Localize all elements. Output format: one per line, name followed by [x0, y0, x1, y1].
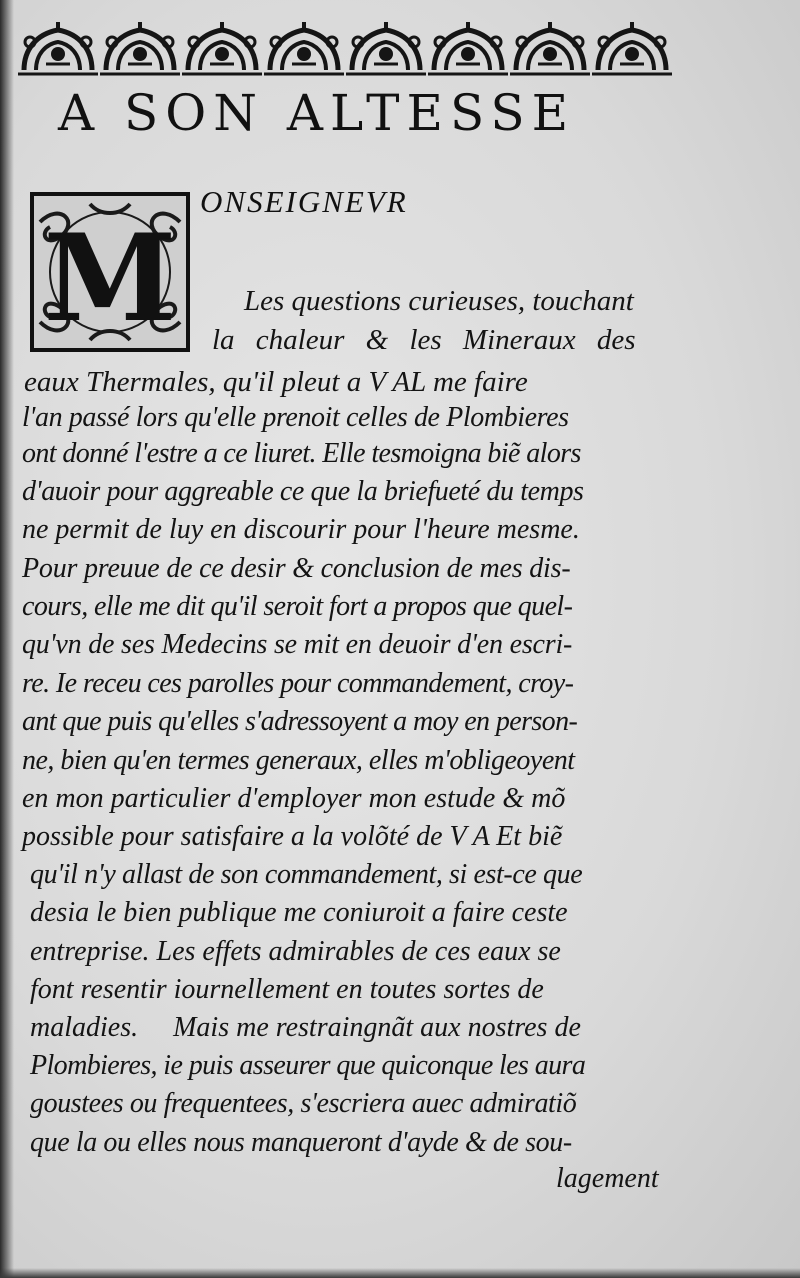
text-line: ne permit de luy en discourir pour l'heure mesme.	[22, 514, 580, 545]
text-line: entreprise. Les effets admirables de ces eaux se	[30, 936, 561, 967]
catchword: lagement	[556, 1163, 659, 1194]
text-line: possible pour satisfaire a la volõté de V A Et biẽ	[22, 821, 563, 852]
text-line: cours, elle me dit qu'il seroit fort a propos que quel-	[22, 591, 573, 622]
text-line: Les questions curieuses, touchant	[244, 285, 634, 317]
salutation: ONSEIGNEVR	[200, 184, 408, 219]
text-line: qu'il n'y allast de son commandement, si est-ce que	[30, 859, 583, 890]
text-line: ont donné l'estre a ce liuret. Elle tesmoigna biẽ alors	[22, 438, 581, 469]
text-line: maladies. Mais me restraingnãt aux nostres de	[30, 1012, 581, 1043]
binding-shadow	[0, 0, 14, 1278]
text-line: ne, bien qu'en termes generaux, elles m'obligeoyent	[22, 745, 575, 776]
ornament-band	[18, 20, 673, 78]
text-line: qu'vn de ses Medecins se mit en deuoir d'en escri-	[22, 629, 573, 660]
text-line: re. Ie receu ces parolles pour commandement, croy-	[22, 668, 574, 699]
text-line: goustees ou frequentees, s'escriera auec admiratiõ	[30, 1088, 577, 1119]
text-line: ant que puis qu'elles s'adressoyent a moy en person-	[22, 706, 578, 737]
text-line: font resentir iournellement en toutes sortes de	[30, 974, 544, 1005]
drop-cap-letter: M	[43, 208, 177, 349]
ornamental-initial	[30, 192, 190, 352]
text-line: Plombieres, ie puis asseurer que quiconque les aura	[30, 1050, 586, 1081]
text-line: que la ou elles nous manqueront d'ayde & de sou-	[30, 1127, 572, 1158]
text-line: Pour preuue de ce desir & conclusion de mes dis-	[22, 553, 571, 584]
text-line: d'auoir pour aggreable ce que la briefueté du temps	[22, 476, 584, 507]
text-line: la chaleur & les Mineraux des	[212, 324, 636, 356]
text-line: l'an passé lors qu'elle prenoit celles de Plombieres	[22, 402, 569, 433]
page-edge-shadow	[0, 1268, 800, 1278]
text-line: desia le bien publique me coniuroit a faire ceste	[30, 897, 568, 928]
page-heading: A SON ALTESSE	[58, 84, 576, 142]
text-line: eaux Thermales, qu'il pleut a V AL me faire	[24, 366, 528, 398]
text-line: en mon particulier d'employer mon estude & mõ	[22, 783, 566, 814]
